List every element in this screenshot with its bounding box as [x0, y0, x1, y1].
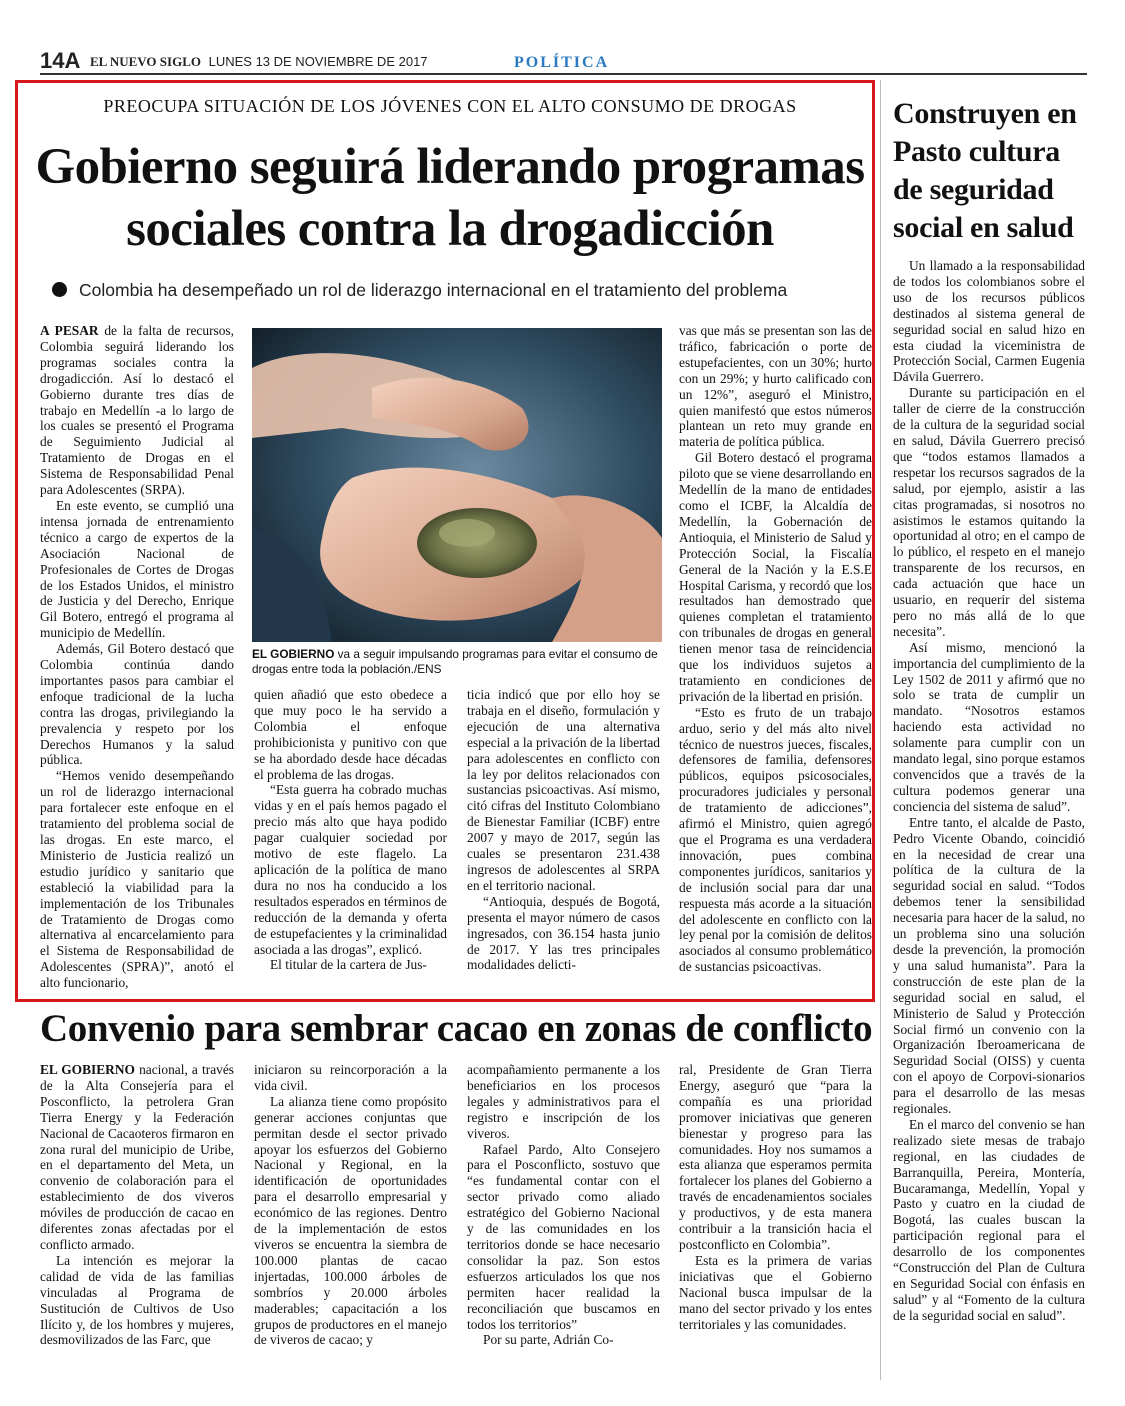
- paragraph: quien añadió que esto obedece a que muy poco le ha servido a Colombia el enfoque prohibicionista y punitivo con que se ha abordado desde hace décadas el problema de las drogas.: [254, 687, 447, 782]
- main-column-2: [254, 687, 447, 973]
- paragraph: Un llamado a la responsabilidad de todos los colombianos sobre el uso de los recursos públicos destinados al sistema general de seguridad social en salud hizo en esta ciudad la viceministra de Protección Social, Carmen Eugenia Dávila Guerrero.: [893, 258, 1085, 385]
- cacao-column-1: [40, 1062, 234, 1348]
- paragraph: El titular de la cartera de Jus-: [270, 957, 427, 973]
- cacao-article-headline: Convenio para sembrar cacao en zonas de conflicto: [40, 1007, 873, 1050]
- paragraph: Entre tanto, el alcalde de Pasto, Pedro Vicente Obando, coincidió en la necesidad de crear una política de la cultura de la seguridad social en salud. “Todos debemos tener la sensibilidad necesaria para hacer de la salud, no un problema sino una solución desde la prevención, la promoción y una salud humanista”. Para la construcción de este plan de la seguridad social en salud, el Ministerio de Salud y Protección Social firmó un convenio con la Organización Iberoamericana de Seguridad Social (OISS) y cuenta con el apoyo de Corpovi-sionarios para el desarrollo de las mesas regionales.: [893, 814, 1085, 1117]
- paragraph: Así mismo, mencionó la importancia del cumplimiento de la Ley 1502 de 2011 y afirmó que no solo se trata de cumplir un mandato. “Nosotros estamos haciendo esta actividad no solamente para cumplir con un mandato legal, sino porque estamos convencidos que a través de la cultura podemos generar una conciencia del sistema de salud”.: [893, 639, 1085, 814]
- paragraph: iniciaron su reincorporación a la vida civil.: [254, 1062, 447, 1093]
- side-article-body: [893, 258, 1085, 1324]
- lead-word: EL GOBIERNO: [40, 1062, 135, 1077]
- paragraph: “Antioquia, después de Bogotá, presenta el mayor número de casos ingresados, con 36.154 hasta junio de 2017. Y las tres principales modalidades delicti-: [467, 893, 660, 973]
- paragraph: En el marco del convenio se han realizado siete mesas de trabajo regional, en las ciudades de Barranquilla, Pereira, Montería, Bucaramanga, Medellín, Yopal y Pasto y cuatro en la ciudad de Bogotá, las cuales buscan la participación regional para el desarrollo de los componentes “Construcción del Plan de Cultura en Seguridad Social con énfasis en salud” y al “Fomento de la cultura de la seguridad social en salud”.: [893, 1116, 1085, 1323]
- headline-line-2: sociales contra la drogadicción: [126, 201, 774, 257]
- newspaper-name: EL NUEVO SIGLO: [89, 54, 201, 69]
- masthead-rule: [40, 73, 1087, 75]
- paragraph: A PESAR de la falta de recursos, Colombia seguirá liderando los programas sociales contra la drogadicción. Así lo destacó el Gobierno durante tres días de trabajo en Medellín -a lo largo de los cuales se presentó el Programa de Seguimiento Judicial al Tratamiento de Drogas en el Sistema de Responsabilidad Penal para Adolescentes (SRPA).: [40, 323, 234, 498]
- paragraph: Durante su participación en el taller de cierre de la construcción de la cultura de la seguridad social en salud, Dávila Guerrero precisó que “todos estamos llamados a respetar los recursos sagrados de la salud, por ejemplo, asistir a las citas programadas, si nosotros no asistimos le estamos quitando la oportunidad al otro; en el campo de lo público, el respeto en el manejo transparente de los recursos, en cada actuación que hace un usuario, en requerir del sistema pero no más allá de lo que necesita”.: [893, 385, 1085, 639]
- paragraph: Gil Botero destacó el programa piloto que se viene desarrollando en Medellín de la mano de entidades como el ICBF, la Alcaldía de Medellín, la Gobernación de Antioquia, el Ministerio de Salud y Protección Social, la Fiscalía General de la Nación y la E.S.E Hospital Carisma, y recordó que los resultados han demostrado que quienes completan el tratamiento con tribunales de drogas en general tienen menor tasa de reincidencia que los individuos sujetos a tratamiento en condiciones de privación de la libertad en prisión.: [679, 450, 872, 704]
- column-divider: [880, 80, 881, 1380]
- paragraph: Rafael Pardo, Alto Consejero para el Posconflicto, sostuvo que “es fundamental contar con el sector privado como aliado estratégico del Gobierno Nacional y de las comunidades en los territorios donde se hace necesario consolidar la paz. Son estos esfuerzos articulados los que nos permiten hacer realidad la reconciliación que buscamos en todos los territorios”: [467, 1141, 660, 1332]
- main-column-3: [467, 687, 660, 973]
- paragraph: La alianza tiene como propósito generar acciones conjuntas que permitan desde el sector privado apoyar los esfuerzos del Gobierno Nacional y Regional, en la identificación de oportunidades para el desarrollo empresarial y económico de las regiones. Dentro de la implementación de estos viveros se encuentra la siembra de 100.000 plantas de cacao injertadas, 100.000 árboles de sombríos y 20.000 árboles maderables; capacitación a los grupos de productores en el manejo de viveros de cacao; y: [254, 1093, 447, 1348]
- article-subhead: [52, 280, 872, 301]
- paragraph: La intención es mejorar la calidad de vida de las familias vinculadas al Programa de Sustitución de Cultivos de Uso Ilícito y, de los hombres y mujeres, desmovilizados de las Farc, que: [40, 1252, 234, 1348]
- bullet-icon: [52, 282, 67, 297]
- side-article-headline: Construyen en Pasto cultura de seguridad social en salud: [893, 97, 1077, 244]
- photo-caption: EL GOBIERNO va a seguir impulsando programas para evitar el consumo de drogas entre toda la población./ENS: [252, 647, 658, 676]
- masthead: [40, 48, 428, 74]
- cacao-column-4: [679, 1062, 872, 1332]
- paragraph: Por su parte, Adrián Co-: [483, 1332, 614, 1348]
- issue-date: LUNES 13 DE NOVIEMBRE DE 2017: [208, 54, 428, 69]
- paragraph: En este evento, se cumplió una intensa jornada de entrenamiento técnico a cargo de expertos de la Asociación Nacional de Profesionales de Cortes de Drogas de los Estados Unidos, el ministro de Justicia y del Derecho, Enrique Gil Botero, entregó el programa al municipio de Medellín.: [40, 497, 234, 641]
- cacao-column-2: [254, 1062, 447, 1348]
- page-number: 14A: [40, 48, 81, 73]
- paragraph: ticia indicó que por ello hoy se trabaja en el diseño, formulación y ejecución de una alternativa especial a la privación de la libertad para adolescentes en conflicto con la ley por delitos relacionados con sustancias psicoactivas. Así mismo, citó cifras del Instituto Colombiano de Bienestar Familiar (ICBF) entre 2007 y mayo de 2017, según las cuales se presentaron 231.438 ingresos de adolescentes al SRPA en el territorio nacional.: [467, 687, 660, 893]
- paragraph: vas que más se presentan son las de tráfico, fabricación o porte de estupefacientes, con un 30%; hurto con un 29%; y hurto calificado con un 12%”, aseguró el Ministro, quien manifestó que estos números plantean un reto muy grande en materia de política pública.: [679, 323, 872, 450]
- lead-word: A PESAR: [40, 323, 99, 338]
- paragraph: Esta es la primera de varias iniciativas que el Gobierno Nacional busca impulsar de la mano del sector privado y los entes territoriales y las comunidades.: [679, 1252, 872, 1332]
- article-kicker: PREOCUPA SITUACIÓN DE LOS JÓVENES CON EL ALTO CONSUMO DE DROGAS: [103, 96, 797, 116]
- main-column-1: [40, 323, 234, 991]
- headline-line-1: Gobierno seguirá liderando programas: [35, 139, 865, 195]
- article-photo: [252, 328, 662, 642]
- paragraph: EL GOBIERNO nacional, a través de la Alta Consejería para el Posconflicto, la petrolera Gran Tierra Energy y la Federación Nacional de Cacaoteros firmaron en zona rural del municipio de Uribe, en el departamento del Meta, un convenio de colaboración para el establecimiento de dos viveros móviles de producción de cacao en diferentes zonas afectadas por el conflicto armado.: [40, 1062, 234, 1252]
- subhead-text: Colombia ha desempeñado un rol de liderazgo internacional en el tratamiento del problema: [79, 280, 788, 300]
- paragraph: “Esto es fruto de un trabajo arduo, serio y del más alto nivel técnico de nuestros jueces, fiscales, defensores de familia, defensores públicos, equipos psicosociales, procuradores judiciales y personal de tratamiento de adicciones”, afirmó el Ministro, quien agregó que el Programa es una verdadera innovación, pues combina componentes jurídicos, sanitarios y de inclusión social para dar una respuesta más acorde a la situación del adolescente en conflicto con la ley penal por la comisión de delitos asociados al consumo problemático de sustancias psicoactivas.: [679, 704, 872, 975]
- cacao-column-3: [467, 1062, 660, 1348]
- hands-holding-marijuana-image: [252, 328, 662, 642]
- main-column-4: [679, 323, 872, 975]
- paragraph: Además, Gil Botero destacó que Colombia continúa dando importantes pasos para cambiar el enfoque tradicional de la lucha contra las drogas, privilegiando la prevalencia y respeto por los Derechos Humanos y la salud pública.: [40, 641, 234, 768]
- paragraph: “Hemos venido desempeñando un rol de liderazgo internacional para fortalecer este enfoque en el tratamiento del problema social de las drogas. En este marco, el Ministerio de Justicia realizó un estudio jurídico y sanitario que estableció la viabilidad para la implementación de los Tribunales de Tratamiento de Drogas como alternativa al encarcelamiento para el Sistema de Responsabilidad de Adolescentes (SPRA)”, anotó el alto funcionario,: [40, 768, 234, 991]
- paragraph: “Esta guerra ha cobrado muchas vidas y en el país hemos pagado el precio más alto que haya podido pagar cualquier sociedad por motivo de este flagelo. La aplicación de la política de mano dura no nos ha conducido a los resultados esperados en términos de reducción de la demanda y oferta de estupefacientes y la criminalidad asociada a las drogas”, explicó.: [254, 782, 447, 957]
- section-label: POLÍTICA: [514, 54, 610, 71]
- paragraph: ral, Presidente de Gran Tierra Energy, aseguró que “para la compañía es una prioridad promover iniciativas que generen bienestar y progreso para las comunidades. Hoy nos sumamos a esta alianza que esperamos permita fortalecer los planes del Gobierno a través de encadenamientos sociales y productivos, y de esta manera contribuir a la transición hacia el postconflicto en Colombia”.: [679, 1062, 872, 1252]
- article-headline: [30, 136, 870, 260]
- caption-lead: EL GOBIERNO: [252, 647, 335, 661]
- paragraph: acompañamiento permanente a los beneficiarios en los procesos legales y administrativos para el registro e inscripción de los viveros.: [467, 1062, 660, 1141]
